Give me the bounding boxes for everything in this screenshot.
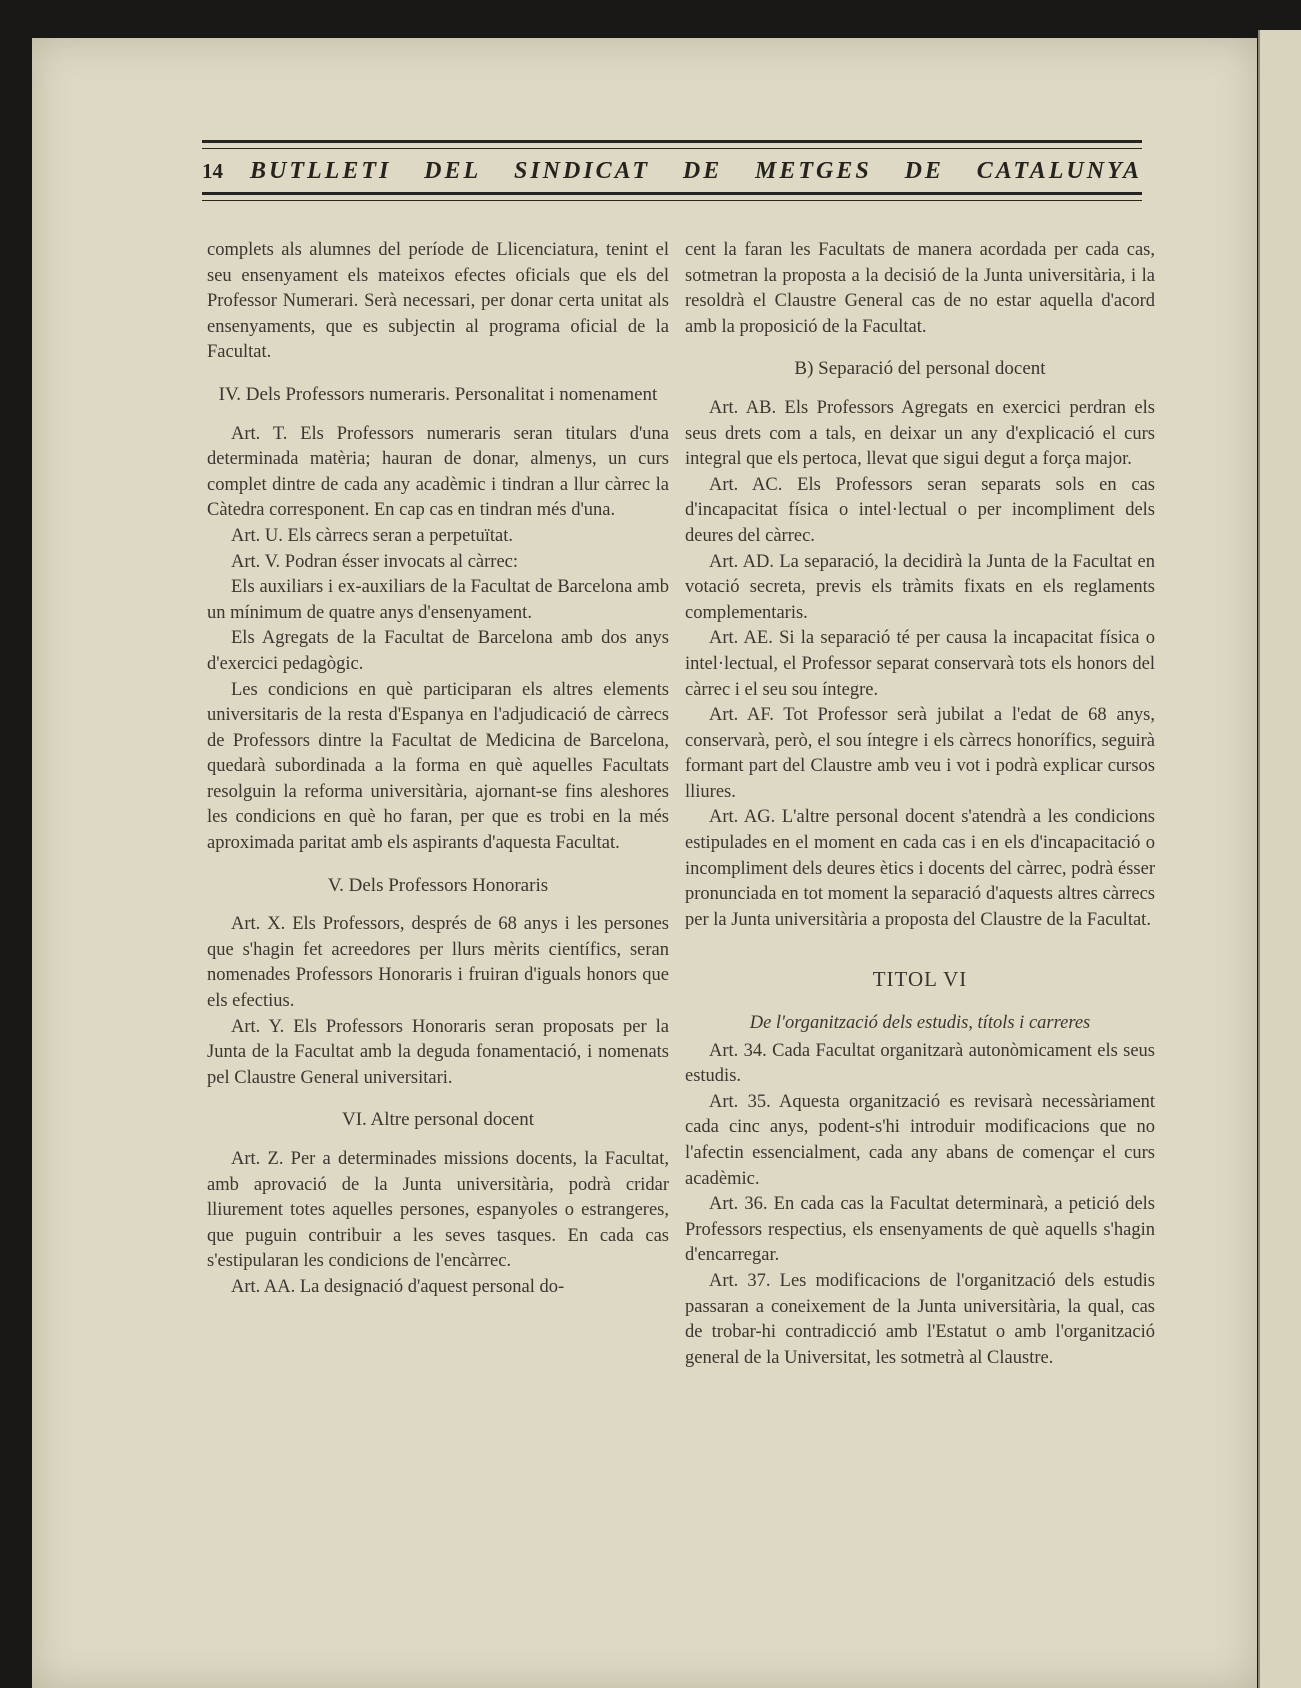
- header-rule: [202, 148, 1142, 149]
- article-37: Art. 37. Les modificacions de l'organització dels estudis passaran a coneixement de la Junta universitària, la qual, cas de trobar-hi contradicció amb l'Estatut o amb l'organització general de la Universitat, les sotmetrà al Claustre.: [685, 1270, 1155, 1368]
- section-heading: V. Dels Professors Honoraris: [327, 874, 549, 896]
- title-word: SINDICAT: [513, 158, 651, 184]
- title-subheading: De l'organització dels estudis, títols i carreres: [749, 1013, 1091, 1034]
- paragraph: Els Agregats de la Facultat de Barcelona amb dos anys d'exercici pedagògic.: [207, 628, 669, 674]
- section-heading: VI. Altre personal docent: [341, 1109, 535, 1131]
- page-number: 14: [202, 159, 223, 183]
- article-v: Art. V. Podran ésser invocats al càrrec:: [231, 551, 519, 572]
- article-34: Art. 34. Cada Facultat organitzarà autonòmicament els seus estudis.: [685, 1040, 1155, 1087]
- section-heading: IV. Dels Professors numeraris. Personalitat i nomenament: [218, 383, 658, 405]
- article-ae: Art. AE. Si la separació té per causa la incapacitat física o intel·lectual, el Professor separat conservarà tots els honors del càrrec i el seu sou íntegre.: [685, 628, 1155, 700]
- article-af: Art. AF. Tot Professor serà jubilat a l'edat de 68 anys, conservarà, però, el sou íntegre i els càrrecs honorífics, seguirà formant part del Claustre amb veu i vot i podrà explicar cursos lliures.: [685, 705, 1155, 802]
- article-y: Art. Y. Els Professors Honoraris seran proposats per la Junta de la Facultat amb la deguda fonamentació, i nomenats pel Claustre General universitari.: [207, 1016, 669, 1088]
- article-ag: Art. AG. L'altre personal docent s'atendrà a les condicions estipulades en el moment en cada cas i en els d'incapacitació o incompliment dels deures ètics i docents del càrrec, podrà ésser pronunciada en tot moment la separació d'aquests altres càrrecs per la Junta universitària a proposta del Claustre de la Facultat.: [685, 807, 1155, 930]
- header-rule: [202, 200, 1142, 201]
- paragraph: Els auxiliars i ex-auxiliars de la Facultat de Barcelona amb un mínimum de quatre anys d'ensenyament.: [207, 577, 669, 623]
- title-word: METGES: [755, 158, 872, 184]
- section-heading: B) Separació del personal docent: [794, 358, 1046, 380]
- article-ab: Art. AB. Els Professors Agregats en exercici perdran els seus drets com a tals, en deixar un any d'explicació el curs integral que els pertoca, llevat que sigui degut a força major.: [685, 397, 1155, 470]
- paragraph: complets als alumnes del període de Llicenciatura, tenint el seu ensenyament els mateixos efectes oficials que els del Professor Numerari. Serà necessari, per donar certa unitat als ensenyaments, que es subjectin al programa oficial de la Facultat.: [207, 240, 669, 363]
- header-row: [202, 158, 1142, 190]
- article-x: Art. X. Els Professors, després de 68 anys i les persones que s'hagin fet acreedores per llurs mèrits científics, seran nomenades Professors Honoraris i fruiran d'iguals honors que els efectius.: [207, 914, 669, 1012]
- article-z: Art. Z. Per a determinades missions docents, la Facultat, amb aprovació de la Junta universitària, podrà cridar lliurement totes aquelles persones, espanyoles o estrangeres, que puguin contribuir a les seves tasques. En cada cas s'estipularan les condicions de l'encàrrec.: [207, 1149, 669, 1272]
- title-word: DE: [904, 158, 944, 184]
- article-aa: Art. AA. La designació d'aquest personal do-: [231, 1276, 565, 1297]
- facing-page-edge: [1258, 30, 1301, 1688]
- page-header: [202, 140, 1142, 216]
- title-word: BUTLLETI: [250, 158, 392, 184]
- paragraph: cent la faran les Facultats de manera acordada per cada cas, sotmetran la proposta a la decisió de la Junta universitària, i la resoldrà el Claustre General cas de no estar aquella d'acord amb la proposició de la Facultat.: [685, 240, 1155, 337]
- article-ad: Art. AD. La separació, la decidirà la Junta de la Facultat en votació secreta, previs els tràmits fixats en els reglaments complementaris.: [685, 551, 1155, 623]
- title-word: DE: [682, 158, 723, 184]
- header-rule: [202, 192, 1142, 195]
- header-rule: [202, 140, 1142, 143]
- article-u: Art. U. Els càrrecs seran a perpetuïtat.: [231, 525, 513, 546]
- article-35: Art. 35. Aquesta organització es revisarà necessàriament cada cinc anys, podent-s'hi introduir modificacions que no l'afectin essencialment, cada any abans de començar el curs acadèmic.: [685, 1091, 1155, 1189]
- running-title: [250, 158, 1142, 185]
- left-column: [207, 238, 669, 1301]
- article-ac: Art. AC. Els Professors seran separats sols en cas d'incapacitat física o intel·lectual o per incompliment dels deures del càrrec.: [685, 474, 1155, 546]
- right-column: [685, 238, 1155, 1371]
- title-heading: TITOL VI: [872, 967, 968, 992]
- article-36: Art. 36. En cada cas la Facultat determinarà, a petició dels Professors respectius, els ensenyaments de què aquells s'hagin d'encarregar.: [685, 1194, 1155, 1266]
- paragraph: Les condicions en què participaran els altres elements universitaris de la resta d'Espanya en l'adjudicació de càrrecs de Professors dintre la Facultat de Medicina de Barcelona, quedarà subordinada a la forma en què aquelles Facultats resolguin la reforma universitària, ajornant-se fins aleshores les condicions en què ho faran, per que es trobi en la més aproximada paritat amb els aspirants d'aquesta Facultat.: [207, 679, 669, 854]
- title-word: DEL: [424, 158, 482, 184]
- article-t: Art. T. Els Professors numeraris seran titulars d'una determinada matèria; hauran de donar, almenys, un curs complet dintre de cada any acadèmic i tindran a llur càrrec la Càtedra corresponent. En cap cas en tindran més d'una.: [207, 423, 669, 521]
- title-word: CATALUNYA: [976, 158, 1142, 184]
